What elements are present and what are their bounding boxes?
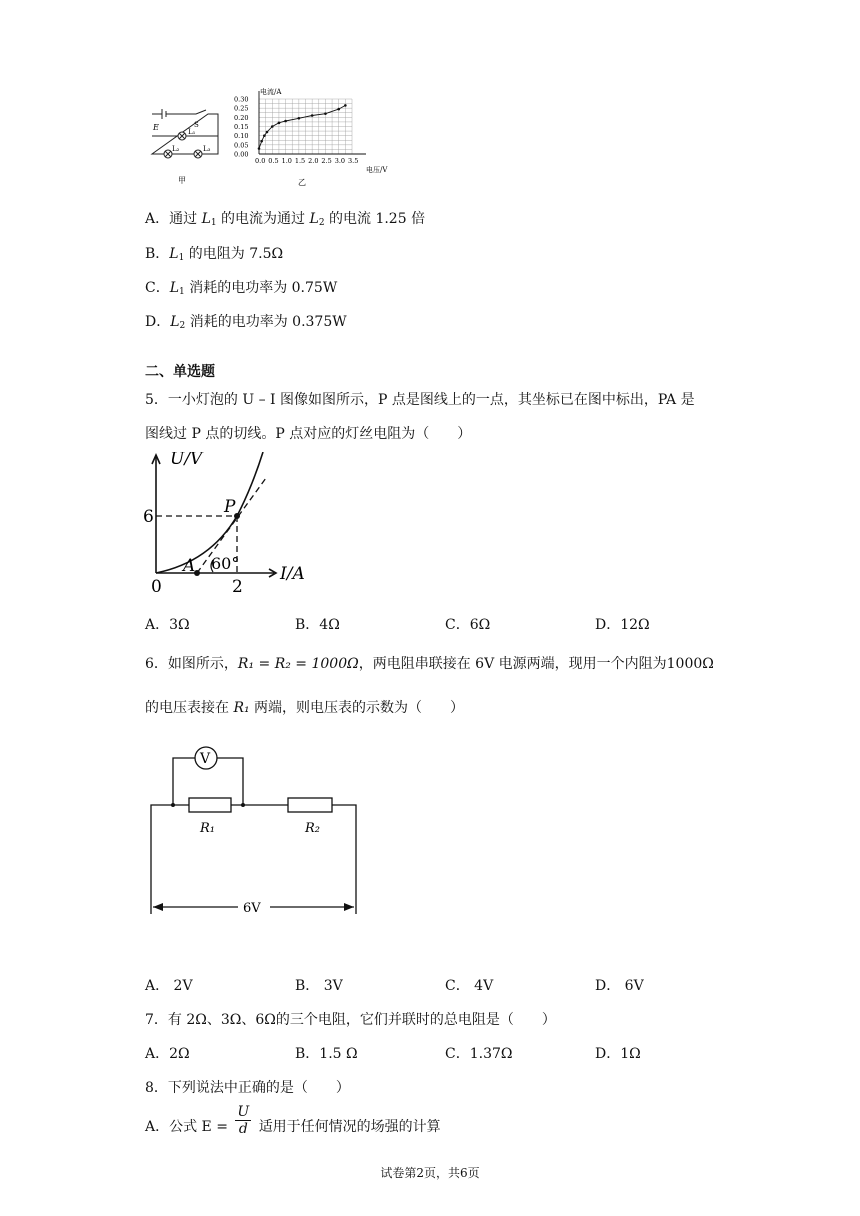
- q7-option-c[interactable]: C．1.37Ω: [445, 1046, 513, 1062]
- voltmeter-label: V: [200, 751, 211, 767]
- a-label: A: [183, 556, 196, 576]
- data-point: [271, 125, 274, 128]
- q7-option-b[interactable]: B．1.5 Ω: [295, 1046, 358, 1062]
- q4-option-a[interactable]: [145, 208, 425, 228]
- y-tick-label: 0.25: [234, 104, 249, 113]
- q6-option-b[interactable]: B． 3V: [295, 978, 343, 994]
- y-tick-label: 0.30: [234, 95, 249, 104]
- x-value-label: 2: [232, 577, 243, 597]
- figure-yi: [232, 84, 404, 192]
- option-text: 消耗的电功率为 0.75W: [184, 280, 338, 296]
- y-tick-label: 0.20: [234, 113, 249, 122]
- junction-dot-right: [241, 803, 245, 807]
- y-tick-label: 0.15: [234, 123, 249, 131]
- stem-text: 6．如图所示，: [145, 656, 238, 672]
- q4-option-c[interactable]: [145, 277, 337, 297]
- data-point: [344, 104, 347, 107]
- fraction-numerator: U: [237, 1104, 250, 1120]
- sub-2: 2: [318, 218, 325, 228]
- option-text: 适用于任何情况的场强的计算: [258, 1119, 441, 1135]
- circuit-diagram-jia: [148, 108, 228, 188]
- data-point: [278, 122, 281, 125]
- var-l: L: [169, 246, 179, 262]
- label-l2: L₂: [172, 145, 180, 153]
- y-value-label: 6: [143, 507, 154, 527]
- q5-ui-graph: [140, 452, 310, 597]
- q4-option-b[interactable]: [145, 243, 283, 263]
- r2-label: R₂: [305, 821, 320, 836]
- option-text: 的电流为通过: [216, 211, 310, 227]
- q5-option-b[interactable]: B．4Ω: [295, 617, 340, 633]
- q6-stem-line1: [145, 653, 714, 673]
- y-tick-label: 0.00: [234, 150, 249, 159]
- x-tick-label: 2.0: [308, 157, 319, 165]
- data-point: [337, 108, 340, 111]
- data-point: [266, 131, 269, 134]
- angle-label: 60°: [211, 554, 240, 573]
- fraction-denominator: d: [238, 1121, 248, 1137]
- i-axis-label: I/A: [280, 564, 305, 584]
- data-point: [260, 140, 263, 143]
- option-text: 通过: [169, 211, 202, 227]
- x-tick-label: 2.5: [321, 157, 332, 165]
- y-axis-title: 电流/A: [260, 88, 282, 96]
- x-tick-label: 0.5: [268, 157, 279, 165]
- option-text: 的电流 1.25 倍: [324, 211, 426, 227]
- data-point: [263, 134, 266, 137]
- figure-jia: [148, 108, 228, 188]
- sub-1: 1: [178, 253, 185, 263]
- x-tick-label: 1.0: [281, 157, 292, 165]
- data-point: [298, 117, 301, 120]
- q5-stem-line2: 图线过 P 点的切线。P 点对应的灯丝电阻为（ ）: [145, 426, 472, 442]
- q6-option-a[interactable]: A． 2V: [145, 978, 193, 994]
- resistance-equation: R₁ = R₂ = 1000Ω: [237, 656, 359, 672]
- q5-stem-line1: 5．一小灯泡的 U – I 图像如图所示，P 点是图线上的一点，其坐标已在图中标出，PA 是: [145, 392, 695, 408]
- label-e: E: [153, 123, 159, 132]
- main-wire: [151, 805, 356, 914]
- q7-stem: 7．有 2Ω、3Ω、6Ω的三个电阻，它们并联时的总电阻是（ ）: [145, 1012, 556, 1028]
- label-l1: L₁: [188, 128, 196, 136]
- data-point: [311, 114, 314, 117]
- label-s: S: [194, 121, 199, 129]
- p-label: P: [224, 497, 236, 517]
- sub-2: 2: [179, 321, 186, 331]
- option-letter: A．: [145, 211, 170, 227]
- data-point: [324, 112, 327, 115]
- section-heading: 二、单选题: [145, 364, 215, 380]
- q7-option-a[interactable]: A．2Ω: [145, 1046, 190, 1062]
- sub-1: 1: [210, 218, 217, 228]
- q8-stem: 8．下列说法中正确的是（ ）: [145, 1080, 350, 1096]
- data-point: [284, 120, 287, 123]
- origin-label: 0: [151, 577, 162, 597]
- junction-dot-left: [171, 803, 175, 807]
- q8-option-a[interactable]: [145, 1104, 441, 1144]
- caption-yi: 乙: [298, 178, 306, 187]
- var-l: L: [201, 211, 211, 227]
- option-letter: D．: [145, 314, 171, 330]
- q5-option-a[interactable]: A．3Ω: [145, 617, 190, 633]
- var-l: L: [170, 314, 180, 330]
- dimension-arrow-left: [153, 903, 163, 911]
- x-tick-label: 1.5: [294, 157, 306, 165]
- option-text: 的电阻为 7.5Ω: [184, 246, 284, 262]
- q6-circuit-diagram: [145, 740, 365, 920]
- q4-option-d[interactable]: [145, 311, 347, 331]
- fraction: [235, 1104, 251, 1137]
- option-text: 消耗的电功率为 0.375W: [185, 314, 347, 330]
- q5-option-c[interactable]: C．6Ω: [445, 617, 491, 633]
- option-letter: B．: [145, 246, 170, 262]
- stem-text: ，两电阻串联接在 6V 电源两端，现用一个内阻为1000Ω: [358, 656, 714, 672]
- page-footer: 试卷第2页，共6页: [380, 1166, 480, 1180]
- sub-1: 1: [179, 287, 185, 297]
- r1-label: R₁: [200, 821, 215, 836]
- dimension-arrow-right: [344, 903, 354, 911]
- resistor-r2: [288, 798, 332, 812]
- q6-stem-line2: [145, 697, 464, 717]
- x-tick-label: 0.0: [255, 157, 266, 165]
- var-l: L: [169, 280, 180, 296]
- current-voltage-chart: [232, 84, 404, 192]
- label-l3: L₃: [203, 145, 211, 153]
- var-l: L: [309, 211, 319, 227]
- resistor-r1: [189, 798, 231, 812]
- voltage-label: 6V: [243, 901, 261, 916]
- q6-option-c[interactable]: C． 4V: [445, 978, 494, 994]
- y-tick-label: 0.10: [234, 132, 249, 141]
- q7-option-d[interactable]: D．1Ω: [595, 1046, 641, 1062]
- data-point: [258, 147, 261, 150]
- x-tick-label: 3.5: [348, 157, 359, 165]
- x-axis-title: 电压/V: [366, 166, 388, 174]
- caption-jia: 甲: [178, 176, 186, 185]
- q5-option-d[interactable]: D．12Ω: [595, 617, 650, 633]
- y-tick-label: 0.05: [234, 141, 249, 150]
- x-tick-label: 3.0: [334, 157, 346, 165]
- q6-option-d[interactable]: D． 6V: [595, 978, 644, 994]
- option-text: A．公式 E =: [145, 1119, 233, 1135]
- u-axis-label: U/V: [170, 452, 203, 469]
- var-r1: R₁: [233, 700, 250, 716]
- stem-text: 的电压表接在: [145, 700, 234, 716]
- stem-text: 两端，则电压表的示数为（ ）: [249, 700, 465, 716]
- option-letter: C．: [145, 280, 170, 296]
